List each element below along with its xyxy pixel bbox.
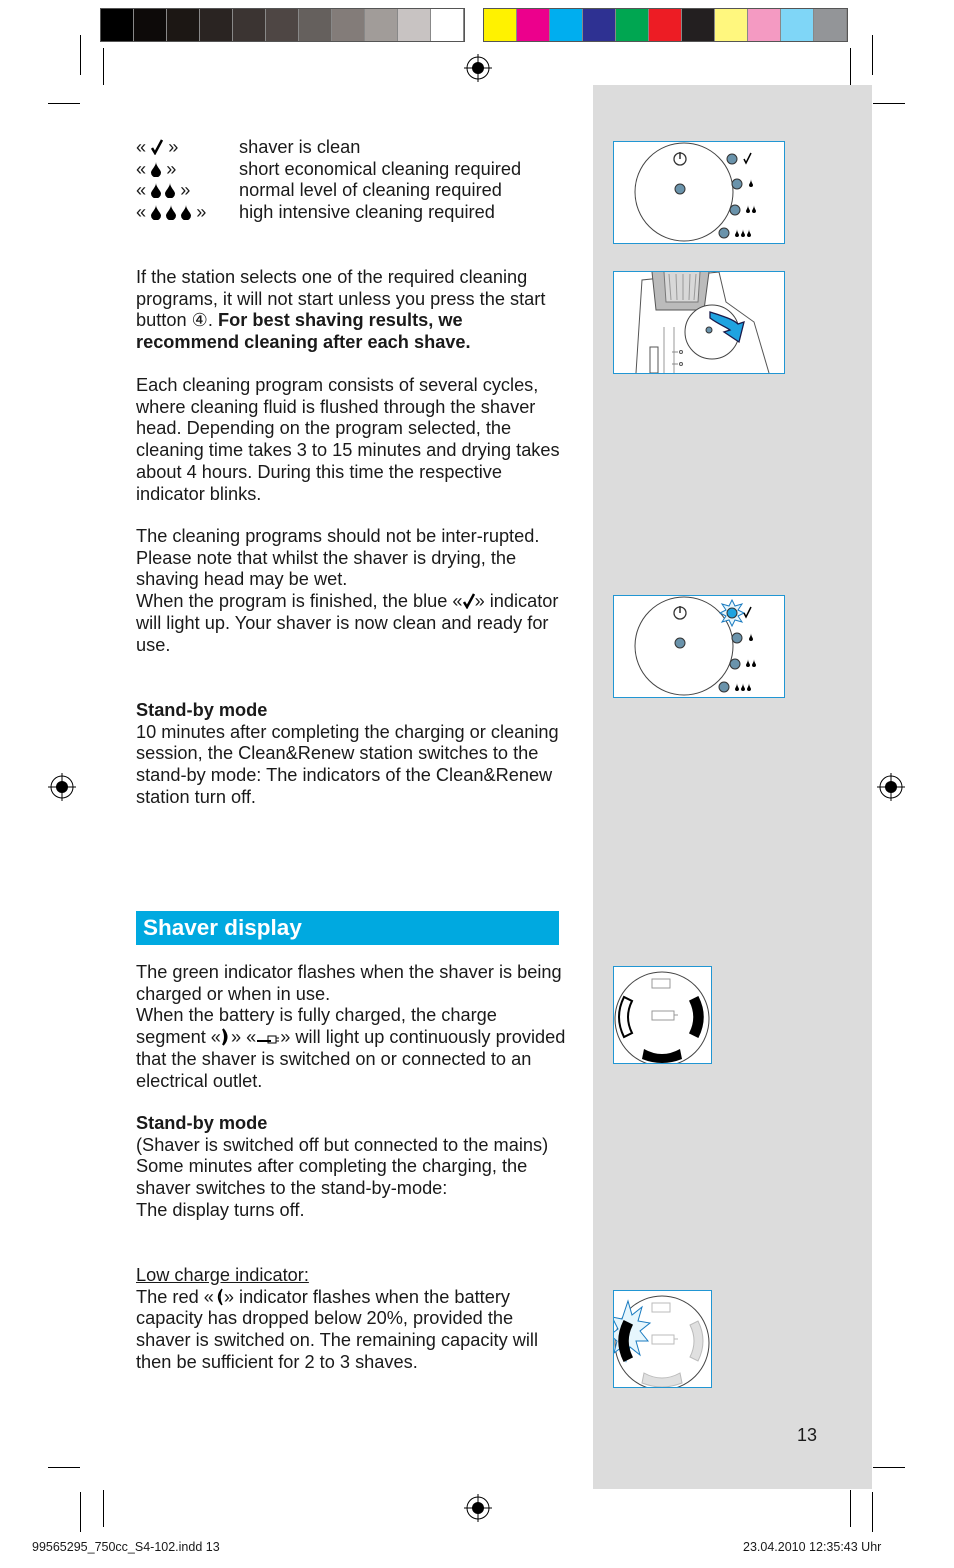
crop-mark [103,1490,104,1527]
station-start-button-figure [613,271,785,374]
drop-icon [151,162,161,177]
paragraph-text: » will light up continuously provided that the shaver is switched on or connected to an electrical outlet. [136,1027,566,1091]
standby-heading: Stand-by mode [136,1113,268,1133]
gray-swatch [233,9,266,41]
crop-mark [850,48,851,85]
gray-swatch [101,9,134,41]
paragraph-text: » « [230,1027,257,1048]
station-clean-diagram [614,596,784,697]
gray-swatch [134,9,167,41]
section-heading-bar [136,911,559,945]
color-swatch [583,9,616,41]
paragraph-text: When the program is finished, the blue « [136,591,463,612]
color-swatch [814,9,847,41]
color-swatch [715,9,748,41]
low-charge-section [136,1265,566,1374]
color-swatch [550,9,583,41]
legend-text: short economical cleaning required [239,159,522,179]
station-clean-lit-figure [613,595,785,698]
crop-mark [873,103,905,104]
color-swatch [781,9,814,41]
low-charge-segment-icon [214,1288,224,1306]
section-heading: Shaver display [143,915,302,940]
station-indicator-diagram [614,142,784,243]
recommendation-text: For best shaving results, we recommend cleaning after each shave. [136,310,471,353]
color-swatch [649,9,682,41]
crop-mark [80,35,81,75]
standby-shaver-section [136,1113,566,1222]
gray-swatch [299,9,332,41]
paragraph-text: The green indicator flashes when the shaver is being charged or when in use. [136,962,562,1004]
registration-mark-icon [464,54,492,82]
gray-swatch [266,9,299,41]
shaver-low-charge-diagram [614,1291,711,1387]
plug-icon [256,1031,280,1045]
gray-swatch [200,9,233,41]
paragraph-text: The red « [136,1286,214,1307]
gray-swatch-bar [100,8,465,42]
standby-text: 10 minutes after completing the charging or cleaning session, the Clean&Renew station switches to the stand-by mode: The indicators of the Clean&Renew station turn off. [136,721,559,807]
standby-heading: Stand-by mode [136,700,268,720]
station-start-diagram [614,272,784,373]
color-swatch [484,9,517,41]
gray-swatch [365,9,398,41]
program-finished-paragraph [136,526,566,656]
checkmark-icon [151,139,163,155]
low-charge-heading: Low charge indicator: [136,1265,309,1285]
page-number: 13 [797,1425,818,1445]
two-drops-icon [151,183,175,198]
color-swatch [517,9,550,41]
legend-symbol-check: « » [136,137,179,157]
standby-text: Some minutes after completing the charging, the shaver switches to the stand-by-mode: [136,1156,528,1199]
slug-filename: 99565295_750cc_S4-102.indd 13 [32,1540,220,1554]
registration-mark-icon [877,773,905,801]
gray-swatch [398,9,431,41]
color-swatch-bar [483,8,848,42]
crop-mark [103,48,104,85]
paragraph-text: The cleaning programs should not be inter-rupted. Please note that whilst the shaver is drying, the shaving head may be wet. [136,526,540,590]
registration-mark-icon [48,773,76,801]
legend-symbol-one-drop: « » [136,159,177,179]
gray-swatch [431,9,464,41]
paragraph-text: » indicator flashes when the battery capacity has dropped below 20%, provided the shaver is switched on. The remaining capacity will then be sufficient for 2 to 3 shaves. [136,1286,538,1372]
crop-mark [48,103,80,104]
slug-timestamp: 23.04.2010 12:35:43 Uhr [743,1540,882,1554]
standby-station-section [136,700,566,809]
crop-mark [873,1467,905,1468]
shaver-display-charged-figure [613,966,712,1064]
color-swatch [748,9,781,41]
paragraph-text: If the station selects one of the required cleaning programs, it will not start unless you press the start button ④. [136,267,546,331]
cleaning-start-paragraph [136,267,566,354]
color-swatch [682,9,715,41]
registration-mark-icon [464,1494,492,1522]
legend-text: normal level of cleaning required [239,180,502,200]
crop-mark [872,35,873,75]
crop-mark [48,1467,80,1468]
crop-mark [872,1492,873,1532]
station-indicators-figure [613,141,785,244]
color-swatch [616,9,649,41]
three-drops-icon [151,205,191,220]
charge-segment-icon [221,1028,231,1046]
crop-mark [80,1492,81,1532]
shaver-display-diagram [614,967,711,1063]
shaver-display-paragraph [136,962,566,1092]
legend-text: shaver is clean [239,137,361,157]
standby-text: (Shaver is switched off but connected to the mains) [136,1134,549,1155]
standby-text: The display turns off. [136,1199,305,1220]
shaver-display-low-charge-figure [613,1290,712,1388]
crop-mark [850,1490,851,1527]
legend-symbol-three-drops: « » [136,202,207,222]
cleaning-program-paragraph: Each cleaning program consists of several cycles, where cleaning fluid is flushed through the shaver head. Depending on the program selected, the cleaning time takes 3 to 15 minutes and drying takes about 4 hours. During this time the respective indicator blinks. [136,375,560,504]
legend-text: high intensive cleaning required [239,202,495,222]
gray-swatch [332,9,365,41]
legend-symbol-two-drops: « » [136,180,191,200]
paragraph-text: When the battery is fully charged, the charge segment « [136,1005,497,1048]
gray-swatch [167,9,200,41]
paragraph-text: » indicator will light up. Your shaver is now clean and ready for use. [136,591,559,655]
checkmark-icon [463,593,475,609]
